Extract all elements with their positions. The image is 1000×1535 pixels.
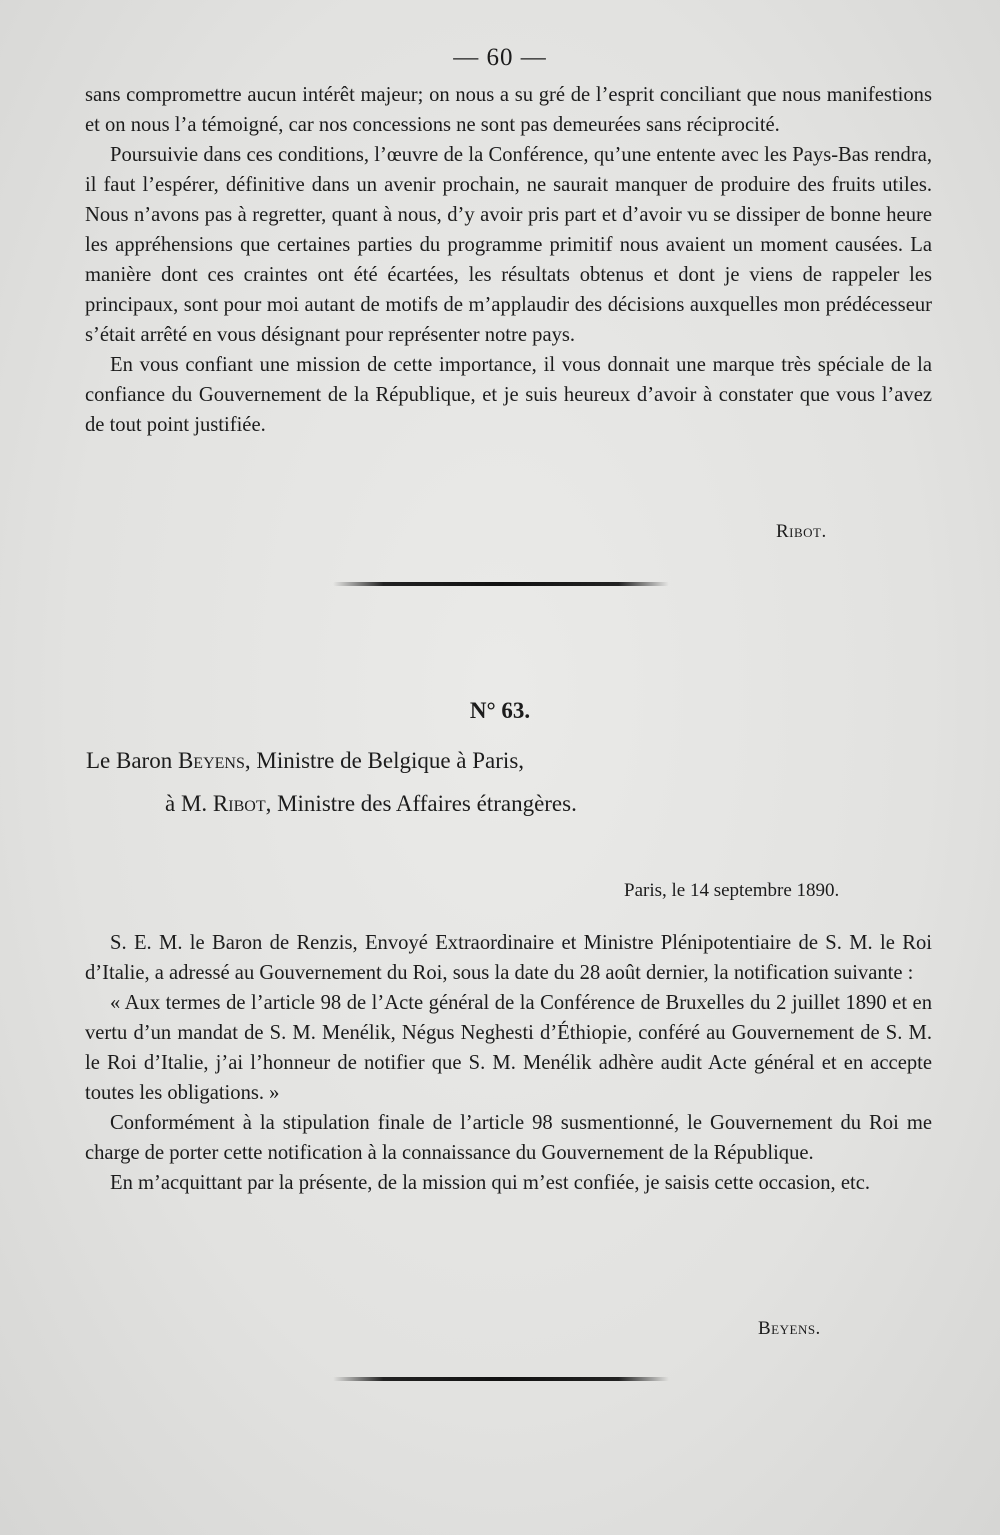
paragraph: En m’acquittant par la présente, de la mission qui m’est confiée, je saisis cette occasion, etc.	[110, 1172, 870, 1194]
recipient-name: Ribot	[212, 791, 266, 816]
sender-name: Beyens	[177, 748, 245, 773]
recipient-prefix: à M.	[165, 791, 213, 816]
letter-body	[85, 928, 932, 1198]
document-sender	[86, 748, 524, 774]
sender-prefix: Le Baron	[86, 748, 178, 773]
separator-rule	[333, 1377, 669, 1381]
sender-suffix: , Ministre de Belgique à Paris,	[244, 748, 525, 773]
dateline: Paris, le 14 septembre 1890.	[624, 880, 840, 901]
signature-ribot: Ribot.	[776, 521, 827, 542]
recipient-suffix: , Ministre des Affaires étrangères.	[265, 791, 577, 816]
page-number: — 60 —	[453, 44, 547, 71]
paragraph: « Aux termes de l’article 98 de l’Acte général de la Conférence de Bruxelles du 2 juillet 1890 et en vertu d’un mandat de S. M. Menélik, Négus Neghesti d’Éthiopie, conféré au Gouvernement de S. M. le Roi d’Italie, j’ai l’honneur de notifier que S. M. Menélik adhère audit Acte général et en accepte toutes les obligations. »	[85, 992, 932, 1104]
paragraph: Conformément à la stipulation finale de l’article 98 susmentionné, le Gouvernement du Roi me charge de porter cette notification à la connaissance du Gouvernement de la République.	[85, 1112, 932, 1164]
paragraph: Poursuivie dans ces conditions, l’œuvre de la Conférence, qu’une entente avec les Pays-Bas rendra, il faut l’espérer, définitive dans un avenir prochain, ne saurait manquer de produire des fruits utiles. Nous n’avons pas à regretter, quant à nous, d’y avoir pris part et d’avoir vu se dissiper de bonne heure les appréhensions que certaines parties du programme primitif nous avaient un moment causées. La manière dont ces craintes ont été écartées, les résultats obtenus et dont je viens de rappeler les principaux, sont pour moi autant de motifs de m’applaudir des décisions auxquelles mon prédécesseur s’était arrêté en vous désignant pour représenter notre pays.	[85, 144, 932, 346]
document-recipient	[165, 791, 577, 817]
paragraph: sans compromettre aucun intérêt majeur; on nous a su gré de l’esprit conciliant que nous manifestions et on nous l’a témoigné, car nos concessions ne sont pas demeurées sans réciprocité.	[85, 84, 932, 136]
separator-rule	[333, 582, 669, 586]
paragraph: En vous confiant une mission de cette importance, il vous donnait une marque très spéciale de la confiance du Gouvernement de la République, et je suis heureux d’avoir à constater que vous l’avez de tout point justifiée.	[85, 354, 932, 436]
letter-continuation	[85, 80, 932, 440]
document-number: N° 63.	[469, 698, 531, 723]
signature-beyens: Beyens.	[758, 1318, 821, 1339]
paragraph: S. E. M. le Baron de Renzis, Envoyé Extraordinaire et Ministre Plénipotentiaire de S. M. le Roi d’Italie, a adressé au Gouvernement du Roi, sous la date du 28 août dernier, la notification suivante :	[85, 932, 932, 984]
